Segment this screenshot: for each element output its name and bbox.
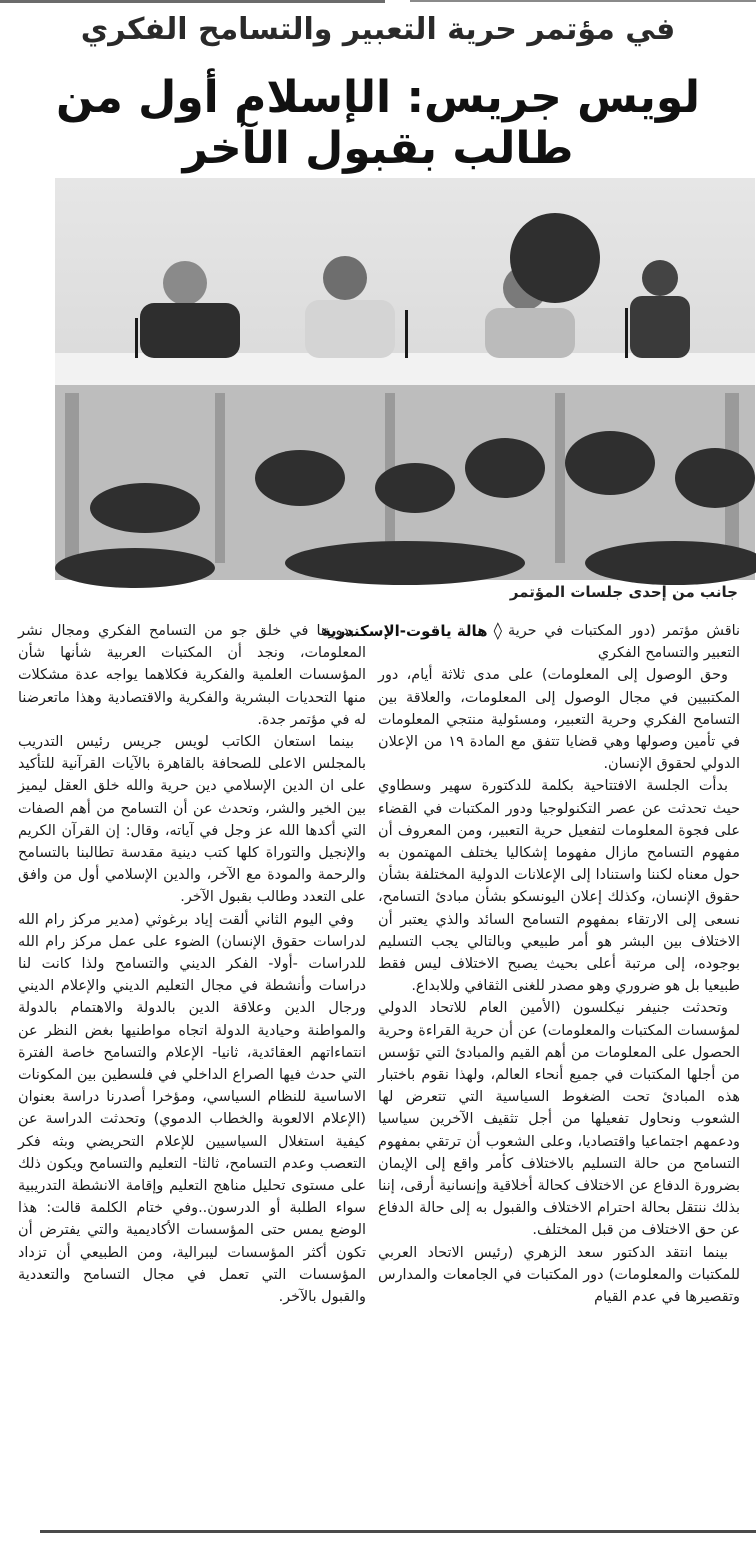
kicker: في مؤتمر حرية التعبير والتسامح الفكري xyxy=(80,12,676,47)
paragraph: وفي اليوم الثاني ألقت إياد برغوثي (مدير مركز رام الله لدراسات حقوق الإنسان) الضوء على عمل مركز رام الله للدراسات -أولا- الفكر الديني والتسامح ولذا كانت لنا دراسات وأنشطة في مجال التعليم الديني والإعلام الديني ورجال الدين وعلاقة الدين بالدولة والاهتمام بالدولة والمواطنة وحيادية الدولة اتجاه مواطنيها بغض النظر عن انتماءاتهم العقائدية، ثانيا- الإعلام والتسامح خاصة الفترة التي حدث فيها الصراع الداخلي في فلسطين بين المكونات الاساسية للنظام السياسي، ومؤخرا أصدرنا دراسة بعنوان (الإعلام الالعوبة والخطاب الدموي) وتحدثت الدراسة عن كيفية استغلال السياسيين للإعلام التحريضي وبثه فكر التعصب وعدم التسامح، ثالثا- التعليم والتسامح ويكون ذلك على مستوى تحليل مناهج التعليم وإقامة الانشطة التدريبية سواء الطلبة أو الدرسون..وفي ختام الكلمة قالت: هذا الوضع يمس حتى المؤسسات الأكاديمية والتي يفترض أن تكون أكثر المؤسسات ليبرالية، ومن الطبيعي أن تزداد المؤسسات التي تعمل في مجال التسامح والتعددية والقبول بالآخر. xyxy=(18,911,366,1306)
intro-paragraph: ناقش مؤتمر (دور المكتبات في حرية التعبير والتسامح الفكري xyxy=(508,623,740,662)
bottom-rule xyxy=(40,1530,756,1533)
right-column xyxy=(321,620,740,1308)
paragraph: بدأت الجلسة الافتتاحية بكلمة للدكتورة سهير وسطاوي حيث تحدثت عن عصر التكنولوجيا ودور المكتبات في القضاء على فجوة المعلومات لتفعيل حرية التعبير، ومن المعروف أن مفهوم التسامح مازال مفهوما إشكاليا يختلف المهتمون به حول معناه لكننا واستنادا إلى الإعلانات الدولية المختلفة بشأن حقوق الإنسان، وكذلك إعلان اليونسكو بشأن مبادئ التسامح، نسعى إلى الارتقاء بمفهوم التسامح السائد والذي يعتبر أن الاختلاف بين البشر هو أمر طبيعي وبالتالي يجب التسليم بوجوده، إلى مرتبة أعلى بحيث يصبح الاختلاف ليس فقط طبيعيا بل هو ضروري وهو مصدر للغنى الثقافي وللابداع. xyxy=(378,778,740,995)
headline: لويس جريس: الإسلام أول من طالب بقبول الآخر xyxy=(56,72,700,174)
top-rule-right xyxy=(410,0,756,2)
top-rule xyxy=(0,0,756,6)
paragraph: بدورها في خلق جو من التسامح الفكري ومجال نشر المعلومات، ونجد أن المكتبات العربية شأنها شأن المؤسسات العلمية والفكرية فكلاهما يواجه عدة مشكلات منها التحديات البشرية والفكرية والاقتصادية وهذا ماتعرضنا له في مؤتمر جدة. xyxy=(18,623,366,728)
top-rule-left xyxy=(0,0,385,3)
conference-photo xyxy=(55,178,755,580)
byline-marker-icon: ◊ xyxy=(493,621,502,641)
conference-photo-illustration xyxy=(55,178,755,580)
intro-row xyxy=(321,620,740,664)
photo-caption: جانب من إحدى جلسات المؤتمر xyxy=(509,583,738,601)
byline: هالة ياقوت-الإسكندرية xyxy=(321,622,488,640)
paragraph: وتحدثت جنيفر نيكلسون (الأمين العام للاتحاد الدولي لمؤسسات المكتبات والمعلومات) عن أن حرية القراءة وحرية الحصول على المعلومات من أهم القيم والمبادئ التي تؤسس من أجلها المكتبات في جميع أنحاء العالم، ولهذا نقوم باختبار هذه المبادئ تحت الضغوط السياسية التي تتعرض لها الشعوب ونحاول تفعيلها من أجل تثقيف الآخرين سياسيا ودعمهم اجتماعيا واقتصاديا، وعلى الشعوب أن ترتقي بمفهوم التسامح من حالة التسليم بالاختلاف كأمر واقع إلى الإيمان بضرورة الدفاع عن الاختلاف كحالة أخلاقية وإنسانية أرقى، إننا بذلك ننتقل بحالة احترام الاختلاف والقبول به إلى حالة الدفاع عن حق الاختلاف من قبل المختلف. xyxy=(378,1000,740,1239)
paragraph: وحق الوصول إلى المعلومات) على مدى ثلاثة أيام، دور المكتبيين في مجال الوصول إلى المعلومات، والعلاقة بين التسامح الفكري وحرية التعبير، ومسئولية منتجي المعلومات في تأمين وصولها وهي قضايا تتفق مع المادة ١٩ من الإعلان الدولي لحقوق الإنسان. xyxy=(378,667,740,773)
paragraph: بينما انتقد الدكتور سعد الزهري (رئيس الاتحاد العربي للمكتبات والمعلومات) دور المكتبات في الجامعات والمدارس وتقصيرها في عدم القيام xyxy=(378,1244,740,1306)
left-column xyxy=(18,620,366,1308)
paragraph: بينما استعان الكاتب لويس جريس رئيس التدريب بالمجلس الاعلى للصحافة بالقاهرة بالآيات القرآنية للتأكيد على ان الدين الإسلامي دين حرية والله خلق العقل ليميز بين الخير والشر، وتحدث عن أن التسامح من أهم الصفات التي أكدها الله عز وجل في آياته، وقال: إن القرآن الكريم والإنجيل والتوراة كلها كتب دينية مقدسة تطالبنا بالتسامح والرحمة والمودة مع الآخر، والدين الإسلامي أول من وافق على التعدد وطالب بقبول الآخر. xyxy=(18,734,366,906)
